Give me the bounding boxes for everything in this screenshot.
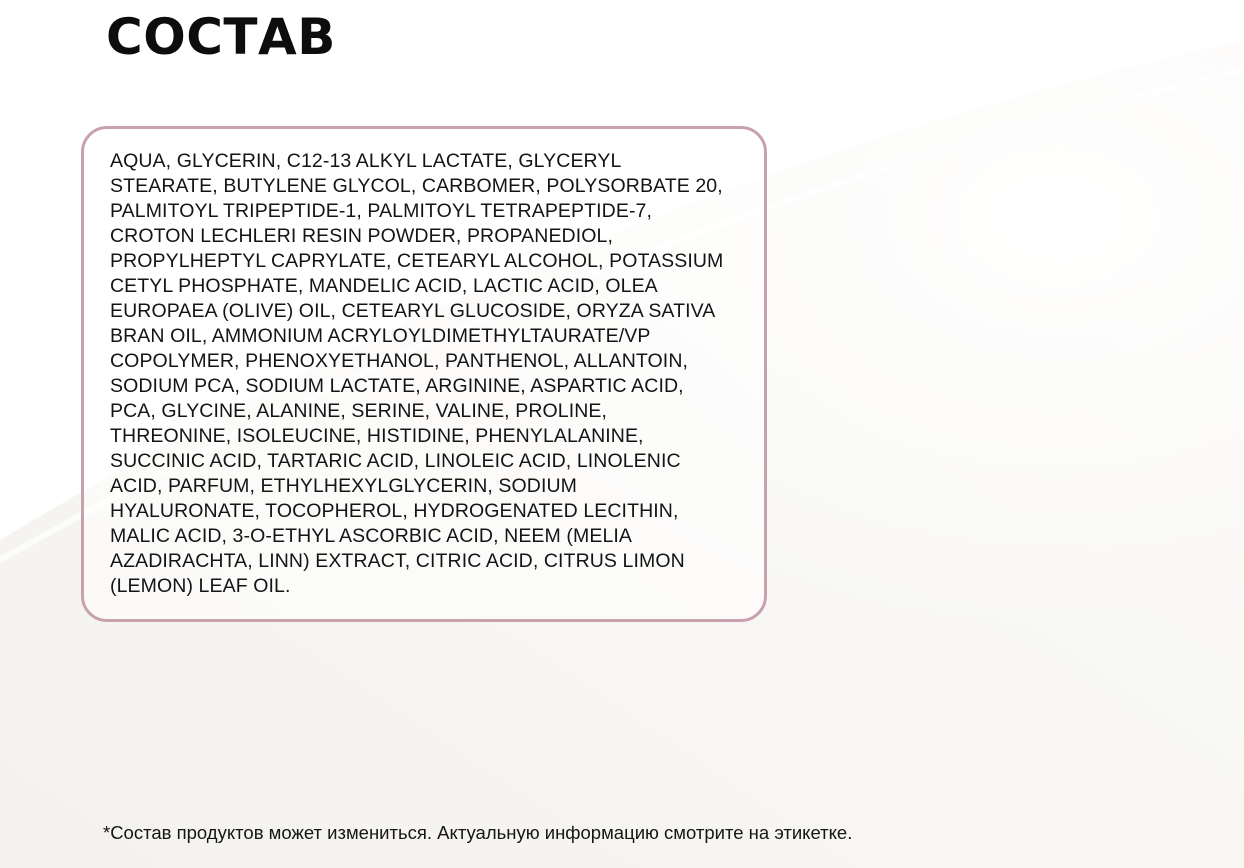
page-title: СОСТАВ: [106, 8, 336, 66]
ingredients-box: [81, 126, 767, 622]
footnote-disclaimer: *Состав продуктов может измениться. Актуальную информацию смотрите на этикетке.: [103, 822, 853, 843]
ingredients-list: AQUA, GLYCERIN, C12-13 ALKYL LACTATE, GLYCERYL STEARATE, BUTYLENE GLYCOL, CARBOMER, POLYSORBATE 20, PALMITOYL TRIPEPTIDE-1, PALMITOYL TETRAPEPTIDE-7, CROTON LECHLERI RESIN POWDER, PROPANEDIOL, PROPYLHEPTYL CAPRYLATE, CETEARYL ALCOHOL, POTASSIUM CETYL PHOSPHATE, MANDELIC ACID, LACTIC ACID, OLEA EUROPAEA (OLIVE) OIL, CETEARYL GLUCOSIDE, ORYZA SATIVA BRAN OIL, AMMONIUM ACRYLOYLDIMETHYLTAURATE/VP COPOLYMER, PHENOXYETHANOL, PANTHENOL, ALLANTOIN, SODIUM PCA, SODIUM LACTATE, ARGININE, ASPARTIC ACID, PCA, GLYCINE, ALANINE, SERINE, VALINE, PROLINE, THREONINE, ISOLEUCINE, HISTIDINE, PHENYLALANINE, SUCCINIC ACID, TARTARIC ACID, LINOLEIC ACID, LINOLENIC ACID, PARFUM, ETHYLHEXYLGLYCERIN, SODIUM HYALURONATE, TOCOPHEROL, HYDROGENATED LECITHIN, MALIC ACID, 3-O-ETHYL ASCORBIC ACID, NEEM (MELIA AZADIRACHTA, LINN) EXTRACT, CITRIC ACID, CITRUS LIMON (LEMON) LEAF OIL.: [110, 150, 724, 597]
